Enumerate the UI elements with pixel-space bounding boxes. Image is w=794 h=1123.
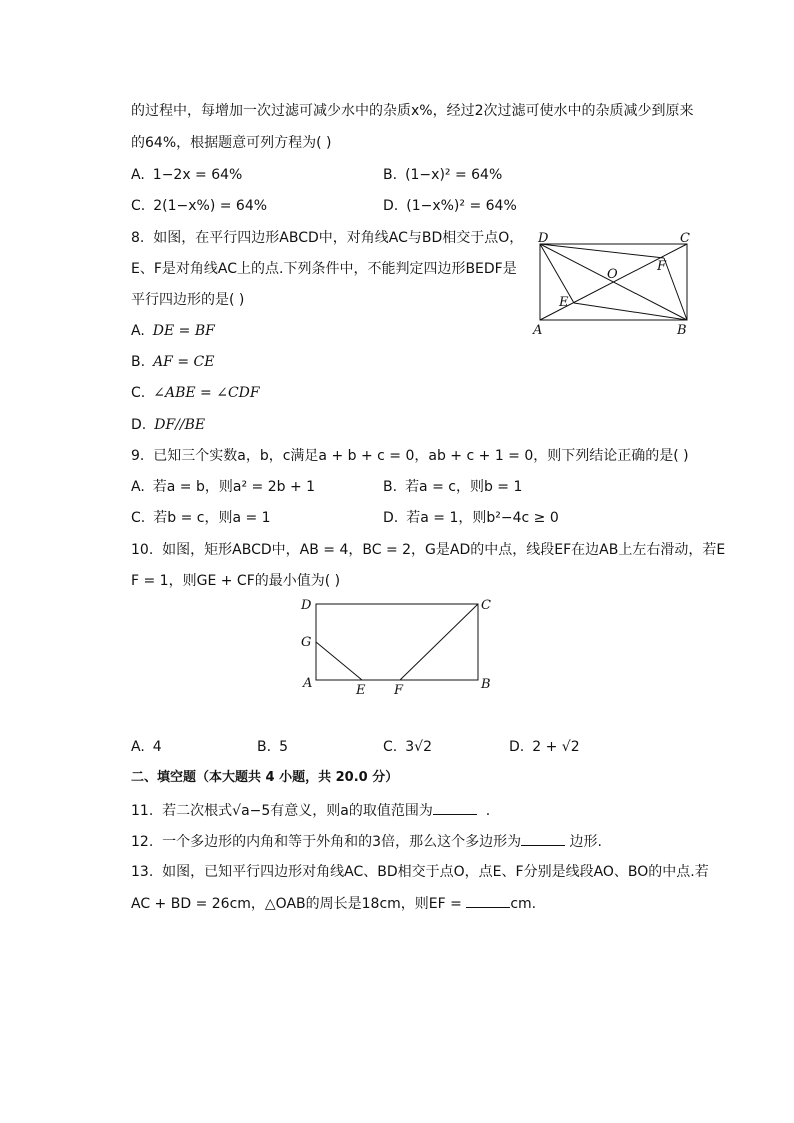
q8-stem-line1: 8. 如图，在平行四边形ABCD中，对角线AC与BD相交于点O， xyxy=(131,230,524,246)
q7-option-a[interactable]: A. 1−2x = 64% xyxy=(131,167,243,183)
q10-option-a[interactable]: A. 4 xyxy=(131,739,162,755)
q13-stem-line2: AC + BD = 26cm，△OAB的周长是18cm，则EF = cm. xyxy=(131,893,536,914)
q8-parallelogram-figure xyxy=(530,228,700,343)
q10-stem-line1: 10. 如图，矩形ABCD中，AB = 4，BC = 2，G是AD的中点，线段EF在边AB上左右滑动，若E xyxy=(131,542,726,558)
q10-label-c: C xyxy=(481,598,491,613)
q7-option-c[interactable]: C. 2(1−x%) = 64% xyxy=(131,198,268,214)
q8-label-d: D xyxy=(538,231,549,246)
q10-label-a: A xyxy=(303,676,313,691)
q11-answer-blank[interactable] xyxy=(433,800,477,815)
q8-label-e: E xyxy=(559,295,569,310)
q10-option-d[interactable]: D. 2 + √2 xyxy=(509,739,580,755)
q8-label-o: O xyxy=(607,267,618,282)
q10-label-e: E xyxy=(356,683,366,698)
q12-answer-blank[interactable] xyxy=(521,831,565,846)
q10-label-d: D xyxy=(301,598,312,613)
q10-segment-cf xyxy=(400,604,478,680)
q10-label-g: G xyxy=(301,635,312,650)
section-2-heading: 二、填空题（本大题共 4 小题，共 20.0 分） xyxy=(131,770,399,785)
q8-option-b[interactable]: B. AF = CE xyxy=(131,354,215,370)
q12-number: 12. xyxy=(131,834,154,850)
q8-segment-df xyxy=(540,244,664,258)
q8-label-f: F xyxy=(657,259,667,274)
q10-option-b[interactable]: B. 5 xyxy=(257,739,288,755)
q10-label-b: B xyxy=(481,677,491,692)
q11-number: 11. xyxy=(131,803,154,819)
q8-segment-fb xyxy=(664,258,687,320)
q7-stem-line2: 的64%，根据题意可列方程为( ) xyxy=(131,135,332,151)
q8-label-b: B xyxy=(677,323,687,338)
q9-option-c[interactable]: C. 若b = c，则a = 1 xyxy=(131,510,271,526)
q10-number: 10. xyxy=(131,542,154,558)
q13-number: 13. xyxy=(131,864,154,880)
q13-stem-line1: 13. 如图，已知平行四边形对角线AC、BD相交于点O，点E、F分别是线段AO、BO的中点.若 xyxy=(131,864,709,880)
q10-rectangle-figure xyxy=(295,596,500,701)
q7-option-d[interactable]: D. (1−x%)² = 64% xyxy=(383,198,517,214)
q9-option-a[interactable]: A. 若a = b，则a² = 2b + 1 xyxy=(131,479,316,495)
q9-stem: 9. 已知三个实数a，b，c满足a + b + c = 0，ab + c + 1 = 0，则下列结论正确的是( ) xyxy=(131,448,689,464)
q7-option-b[interactable]: B. (1−x)² = 64% xyxy=(383,167,503,183)
q10-segment-ge xyxy=(316,642,362,680)
q9-option-d[interactable]: D. 若a = 1，则b²−4c ≥ 0 xyxy=(383,510,559,526)
q8-option-d[interactable]: D. DF//BE xyxy=(131,417,206,433)
q8-label-c: C xyxy=(680,231,690,246)
q8-label-a: A xyxy=(533,323,543,338)
q10-rect-abcd xyxy=(316,604,478,680)
q10-label-f: F xyxy=(394,683,404,698)
q12-stem: 12. 一个多边形的内角和等于外角和的3倍，那么这个多边形为 边形. xyxy=(131,831,602,852)
q13-answer-blank[interactable] xyxy=(466,893,510,908)
q8-number: 8. xyxy=(131,230,145,246)
q9-number: 9. xyxy=(131,448,145,464)
q11-stem: 11. 若二次根式√a−5有意义，则a的取值范围为 . xyxy=(131,800,490,821)
q10-stem-line2: F = 1，则GE + CF的最小值为( ) xyxy=(131,573,341,589)
q8-stem-line3: 平行四边形的是( ) xyxy=(131,292,245,308)
q8-option-c[interactable]: C. ∠ABE = ∠CDF xyxy=(131,385,260,401)
q9-option-b[interactable]: B. 若a = c，则b = 1 xyxy=(383,479,523,495)
q8-option-a[interactable]: A. DE = BF xyxy=(131,323,215,339)
q8-stem-line2: E、F是对角线AC上的点.下列条件中，不能判定四边形BEDF是 xyxy=(131,261,517,277)
q10-option-c[interactable]: C. 3√2 xyxy=(383,739,432,755)
q7-stem-line1: 的过程中，每增加一次过滤可减少水中的杂质x%，经过2次过滤可使水中的杂质减少到原来 xyxy=(131,103,694,119)
